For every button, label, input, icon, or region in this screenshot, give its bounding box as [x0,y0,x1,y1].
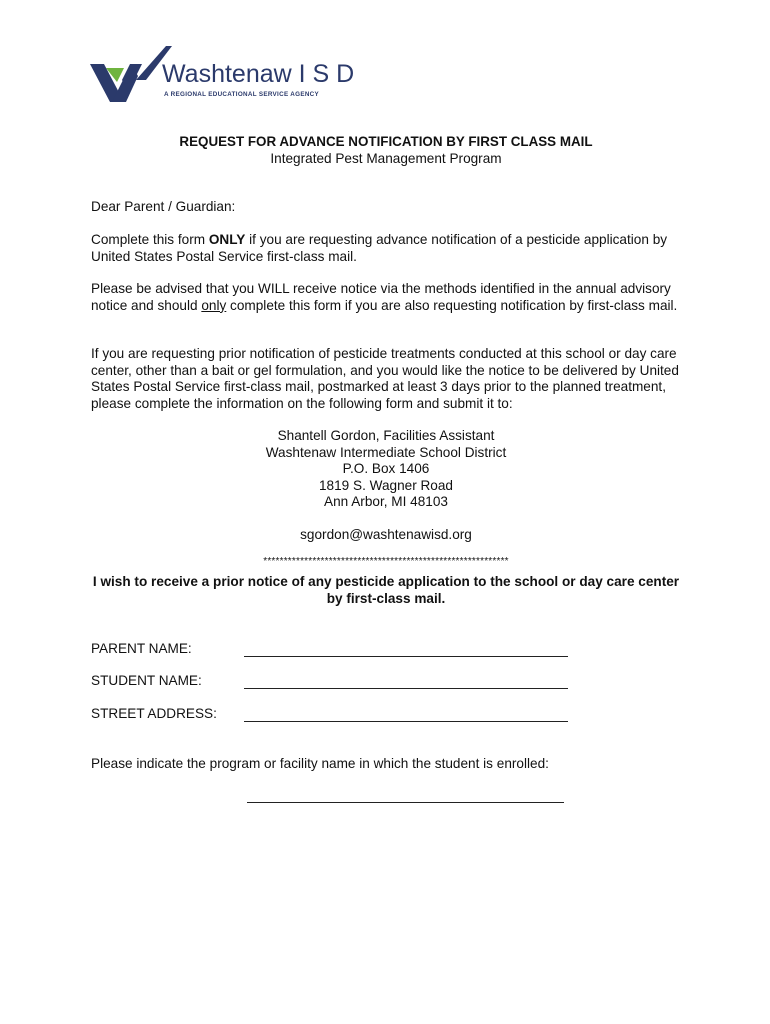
parent-name-label: PARENT NAME: [91,641,192,656]
student-name-label: STUDENT NAME: [91,673,202,688]
logo-mark-icon [90,46,360,106]
separator-stars: ************************************************************ [263,556,509,567]
address-contact: Shantell Gordon, Facilities Assistant [277,428,495,443]
paragraph-advisory: Please be advised that you WILL receive notice via the methods identified in the annual advisory notice and should only complete this form if you are also requesting notification by first-class mail. [91,281,678,313]
address-org: Washtenaw Intermediate School District [265,444,507,460]
paragraph-only: Complete this form ONLY if you are requesting advance notification of a pesticide application by United States Postal Service first-class mail. [91,232,668,264]
address-block [91,428,681,543]
document-title: REQUEST FOR ADVANCE NOTIFICATION BY FIRST CLASS MAIL [179,134,593,149]
greeting: Dear Parent / Guardian: [91,199,236,214]
enroll-prompt: Please indicate the program or facility name in which the student is enrolled: [91,756,549,771]
address-street: 1819 S. Wagner Road [318,477,453,493]
student-name-line[interactable] [244,688,568,689]
logo-name: Washtenaw I S D [162,60,355,88]
address-po-box: P.O. Box 1406 [342,461,430,476]
washtenaw-isd-logo [90,46,360,106]
street-address-label: STREET ADDRESS: [91,706,217,721]
address-city: Ann Arbor, MI 48103 [324,494,448,509]
only-emphasis: ONLY [208,232,246,247]
street-address-line[interactable] [244,721,568,722]
only-underline: only [201,297,227,313]
parent-name-line[interactable] [244,656,568,657]
request-statement: I wish to receive a prior notice of any pesticide application to the school or day care center by first-class mail. [92,574,680,606]
contact-email: sgordon@washtenawisd.org [300,526,472,542]
paragraph-instructions: If you are requesting prior notification of pesticide treatments conducted at this school or day care center, other than a bait or gel formulation, and you would like the notice to be delivered by United States Postal Service first-class mail, postmarked at least 3 days prior to the planned treatment, please complete the information on the following form and submit it to: [91,346,679,411]
document-subtitle: Integrated Pest Management Program [270,151,502,166]
logo-tagline: A REGIONAL EDUCATIONAL SERVICE AGENCY [164,91,320,98]
program-facility-line[interactable] [247,802,564,803]
